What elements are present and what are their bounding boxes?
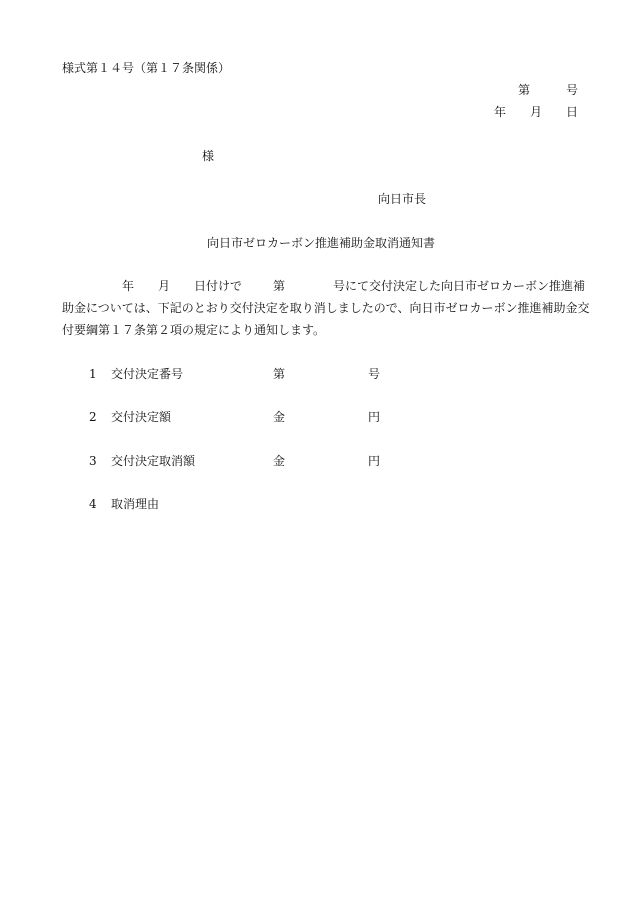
item-prefix: 金	[273, 454, 286, 468]
item-prefix: 金	[273, 410, 286, 424]
addressee-honorific: 様	[202, 149, 215, 163]
body-month: 月	[158, 279, 171, 293]
item-label: 交付決定額	[111, 410, 172, 424]
item-number: 1	[89, 367, 97, 381]
item-number: 2	[89, 410, 97, 424]
body-line1-rest: 号にて交付決定した向日市ゼロカーボン推進補	[333, 279, 586, 293]
item-prefix: 第	[273, 367, 286, 381]
item-number: 3	[89, 454, 97, 468]
item-suffix: 円	[368, 454, 381, 468]
date-year: 年	[494, 105, 507, 119]
item-label: 交付決定取消額	[111, 454, 196, 468]
item-label: 交付決定番号	[111, 367, 184, 381]
item-suffix: 号	[368, 367, 381, 381]
sender-title: 向日市長	[378, 192, 427, 206]
body-line3: 付要綱第１７条第２項の規定により通知します。	[62, 323, 326, 337]
body-year: 年	[122, 279, 135, 293]
form-label: 様式第１４号（第１７条関係）	[62, 61, 231, 75]
item-suffix: 円	[368, 410, 381, 424]
document-title: 向日市ゼロカーボン推進補助金取消通知書	[207, 236, 436, 250]
date-month: 月	[530, 105, 543, 119]
body-day-suffix: 日付けで	[194, 279, 243, 293]
body-dai: 第	[273, 279, 286, 293]
body-line2: 助金については、下記のとおり交付決定を取り消しましたので、向日市ゼロカーボン推進補助金交	[62, 301, 590, 315]
number-go: 号	[566, 83, 579, 97]
item-number: 4	[89, 497, 97, 511]
number-dai: 第	[518, 83, 531, 97]
item-label: 取消理由	[111, 497, 160, 511]
date-day: 日	[566, 105, 579, 119]
